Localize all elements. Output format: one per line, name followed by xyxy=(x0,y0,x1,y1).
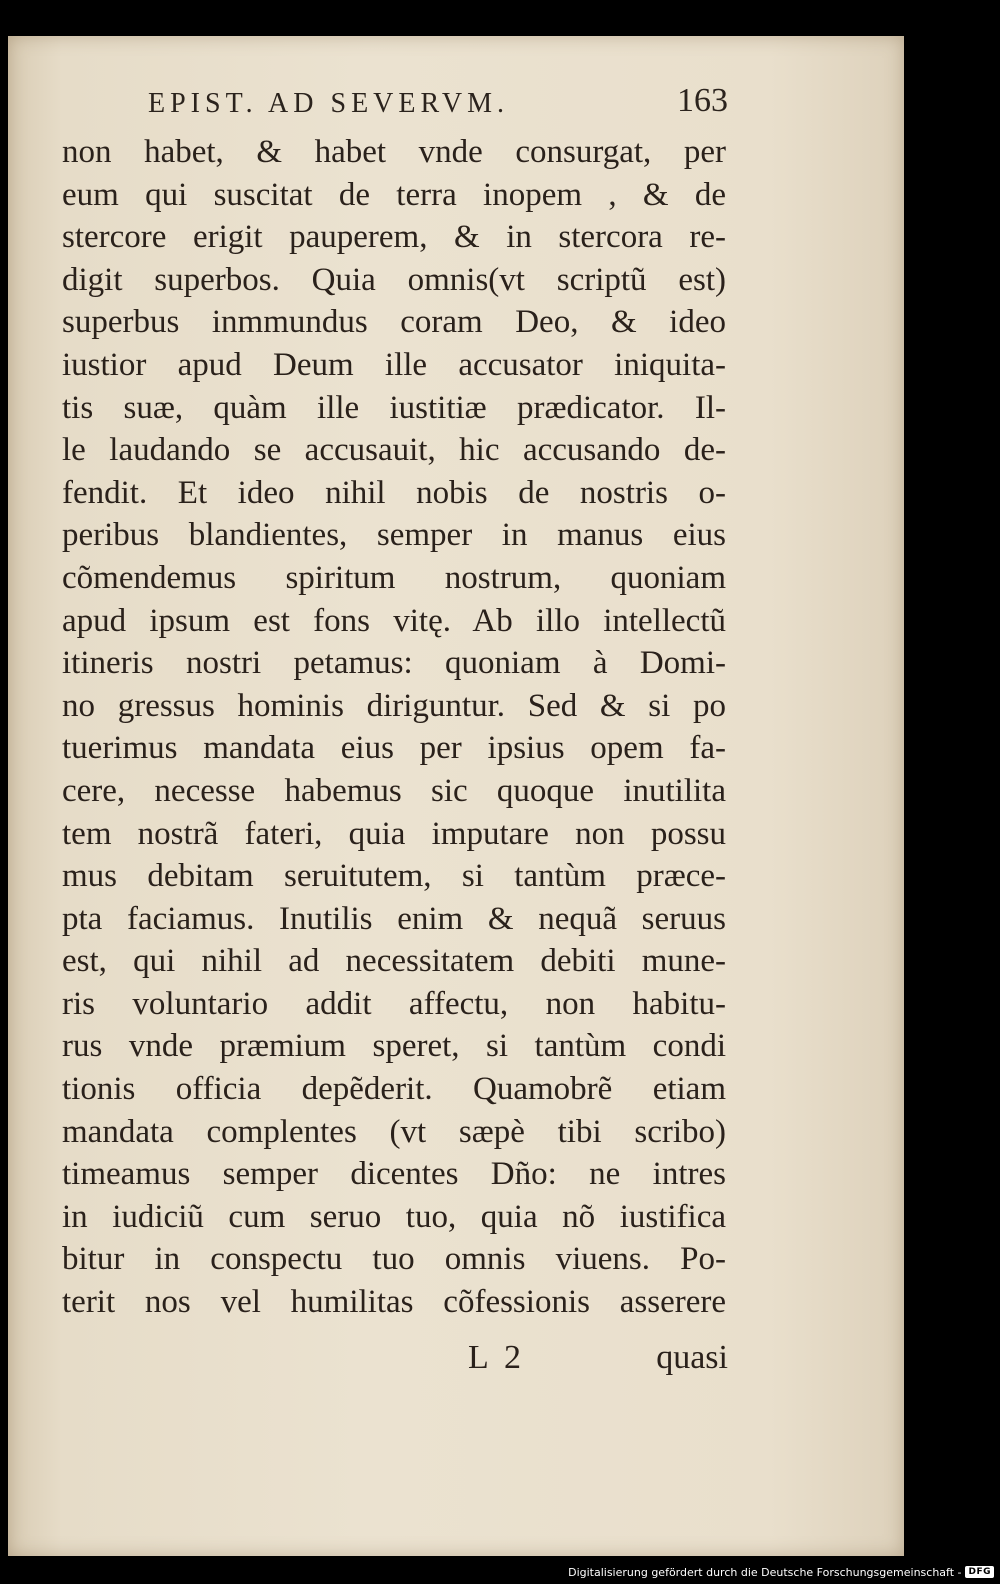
text-line: cõmendemus spiritum nostrum, quoniam xyxy=(62,559,726,596)
text-line: est, qui nihil ad necessitatem debiti mune- xyxy=(62,943,726,980)
text-line: stercore erigit pauperem, & in stercora re- xyxy=(62,219,726,256)
text-line: non habet, & habet vnde consurgat, per xyxy=(62,134,726,170)
text-line: tem nostrã fateri, quia imputare non possu xyxy=(62,815,726,852)
text-line: apud ipsum est fons vitę. Ab illo intellectũ xyxy=(62,602,726,639)
text-line: terit nos vel humilitas cõfessionis asserere xyxy=(62,1284,726,1321)
page-header xyxy=(148,82,728,128)
running-head: EPIST. AD SEVERVM. xyxy=(148,88,510,119)
page-footer xyxy=(408,1339,728,1385)
text-line: fendit. Et ideo nihil nobis de nostris o- xyxy=(62,474,726,511)
text-line: iustior apud Deum ille accusator iniquita- xyxy=(62,346,726,383)
text-block xyxy=(62,131,726,1324)
text-line: tuerimus mandata eius per ipsius opem fa- xyxy=(62,730,726,767)
page-number: 163 xyxy=(677,82,728,119)
text-line: pta faciamus. Inutilis enim & nequã seruus xyxy=(62,900,726,937)
text-line: mandata complentes (vt sæpè tibi scribo) xyxy=(62,1113,726,1150)
text-line: in iudiciũ cum seruo tuo, quia nõ iustifica xyxy=(62,1198,726,1235)
signature-mark: L 2 xyxy=(468,1339,522,1376)
text-line: rus vnde præmium speret, si tantùm condi xyxy=(62,1028,726,1065)
text-line: superbus inmmundus coram Deo, & ideo xyxy=(62,304,726,341)
text-line: eum qui suscitat de terra inopem , & de xyxy=(62,176,726,213)
text-line: itineris nostri petamus: quoniam à Domi- xyxy=(62,645,726,682)
text-line: cere, necesse habemus sic quoque inutilita xyxy=(62,772,726,809)
text-line: tis suæ, quàm ille iustitiæ prædicator. Il- xyxy=(62,389,726,426)
text-line: le laudando se accusauit, hic accusando de- xyxy=(62,432,726,469)
book-page xyxy=(8,36,904,1556)
text-line: bitur in conspectu tuo omnis viuens. Po- xyxy=(62,1241,726,1278)
text-line: peribus blandientes, semper in manus eius xyxy=(62,517,726,554)
dfg-logo-icon: DFG xyxy=(965,1566,994,1578)
text-line: timeamus semper dicentes Dño: ne intres xyxy=(62,1156,726,1193)
catchword: quasi xyxy=(656,1339,728,1376)
text-line: digit superbos. Quia omnis(vt scriptũ est) xyxy=(62,261,726,298)
text-line: mus debitam seruitutem, si tantùm præce- xyxy=(62,858,726,895)
text-line: tionis officia depẽderit. Quamobrẽ etiam xyxy=(62,1071,726,1108)
text-line: no gressus hominis diriguntur. Sed & si po xyxy=(62,687,726,724)
digitization-credit xyxy=(568,1562,994,1582)
text-line: ris voluntario addit affectu, non habitu- xyxy=(62,985,726,1022)
credit-text: Digitalisierung gefördert durch die Deutsche Forschungsgemeinschaft - xyxy=(568,1565,962,1579)
